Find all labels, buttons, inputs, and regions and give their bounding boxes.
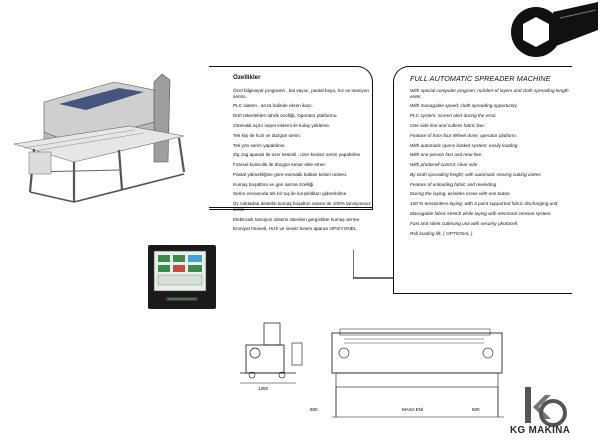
list-item: Zig zag aparatı ile üzer kesimli , üzer kesisiz serim yapabilme	[233, 152, 361, 158]
list-item: Feature of from four Wheel drive; operator platform.	[410, 132, 518, 138]
dim-left-label: 1200	[258, 386, 269, 391]
list-item: With one person fast and neat line.	[410, 152, 483, 158]
right-panel-title: FULL AUTOMATIC SPREADER MACHINE	[410, 74, 551, 83]
dim-bottom-b: MASA ENİ	[402, 407, 424, 412]
list-item: Fotosel kontrollü ile düzgün kenar ekle etme.	[233, 162, 327, 168]
dim-bottom-a: 500	[310, 407, 318, 412]
technical-drawing	[232, 313, 508, 425]
list-item: Elektronik tansiyon sistemi istenilen gergınlikte kumaş serme.	[233, 216, 361, 222]
left-feature-list	[233, 88, 381, 236]
list-item: With automatic opens basket system; easily loading	[410, 142, 518, 148]
list-item: PLC sistem , arıza halinde ekran ikazı.	[233, 103, 313, 109]
dim-right: 600	[472, 407, 480, 412]
list-item: Fast and silent cuttening unit with security photocell.	[410, 220, 519, 226]
list-item: Dört tekerlekten tahrik özelliği, Operator platformu.	[233, 113, 338, 119]
control-screen	[148, 245, 216, 309]
list-item: With special computer program; number of layers and cloth spreading length enter.	[410, 88, 569, 99]
list-item: Tek yön serim yapabilme.	[233, 142, 286, 148]
list-item: Özel bilgisayar programlı , kat sayısı, pastal boyu, hız ve tansiyon serimi.	[233, 88, 369, 99]
list-item: Kumaş boşaltma ve geri sarma özelliği.	[233, 181, 315, 187]
list-item: With photocell control; clear side	[410, 162, 478, 168]
right-feature-list	[410, 88, 580, 240]
list-item: Pastal yüksekliğine göre otomatik kalkan kesim ünitesi.	[233, 171, 348, 177]
list-item: PLC system; screen alert during the error.	[410, 113, 497, 119]
machine-photo	[4, 52, 226, 210]
list-item: During the laying, wrinkles erase with one buton.	[410, 191, 511, 197]
list-item: Roll loading lift. ( OPTIONAL )	[410, 230, 473, 236]
brand-name: KG MAKİNA	[510, 425, 571, 436]
list-item: Otomatik açılır sepet sistemi ile kolay yükleme.	[233, 122, 331, 128]
list-item: Serim esnasında tek bir tuş ile kırışıklıkları giderebilme.	[233, 191, 348, 197]
list-item: Tek kişi ile hızlı ve düzgün serim.	[233, 132, 302, 138]
list-item: Emniyet fotoseli, Hızlı ve sessiz kesim aparatı OPSİYONEL	[233, 226, 357, 232]
list-item: With managable speed; cloth spreading opportunity.	[410, 103, 518, 109]
left-panel-title: Özellikler	[233, 74, 261, 81]
wrench-icon	[498, 2, 598, 64]
connector-line	[353, 248, 393, 280]
list-item: One side line and cutless fabric line.	[410, 122, 486, 128]
list-item: Managable fabric stretch while laying with electronic tension system.	[410, 210, 552, 216]
list-item: By cloth spreading height; with automatic moving cutting unites.	[410, 171, 542, 177]
list-item: Feature of unloading fabric and rewinding	[410, 181, 497, 187]
list-item: 100 % tensionless-laying; with 3 point supported fabric discharging unit.	[410, 201, 559, 207]
list-item: Üç noktadan destekli kumaş boşaltım ünitesi ile 100% tansiyonsuz serim	[233, 201, 371, 212]
